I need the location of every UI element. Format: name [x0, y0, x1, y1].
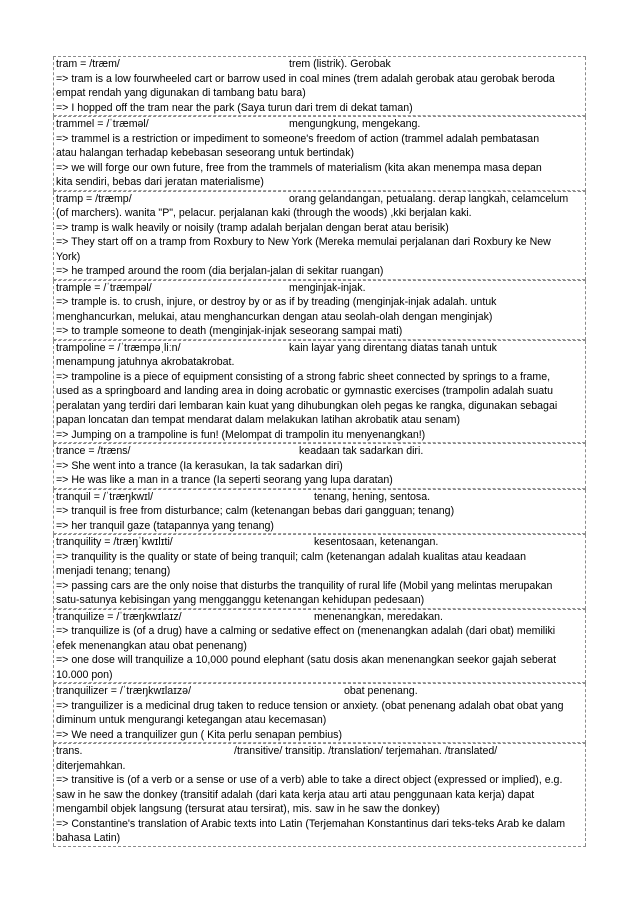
dictionary-entry	[53, 489, 586, 535]
entry-term: tranquilizer = /ˈtræŋkwɪlaɪzə/	[56, 685, 192, 697]
dictionary-entry	[53, 443, 586, 489]
dictionary-entry	[53, 609, 586, 684]
entry-body	[53, 281, 586, 340]
entry-text-line: => to trample someone to death (menginjak-injak seseorang sampai mati)	[54, 324, 585, 340]
entry-term: tram = /træm/	[56, 58, 120, 70]
entry-text-line: => They start off on a tramp from Roxbury to New York (Mereka memulai perjalanan dari Roxbury ke New	[56, 236, 551, 248]
entry-text-line: empat rendah yang digunakan di tambang batu bara)	[56, 87, 306, 99]
entry-text-line: => Jumping on a trampoline is fun! (Melompat di trampolin itu menyenangkan!)	[54, 428, 585, 444]
dictionary-entry	[53, 534, 586, 609]
dictionary-entry	[53, 191, 586, 280]
entry-text-line: => one dose will tranquilize a 10,000 pound elephant (satu dosis akan menenangkan seekor gajah seberat	[56, 654, 557, 666]
dictionary-entry	[53, 56, 586, 116]
entry-text-line: papan loncatan dan tempat mendarat dalam melakukan latihan akrobatik atau senam)	[56, 414, 460, 426]
entry-text-line: => trampoline is a piece of equipment consisting of a strong fabric sheet connected by springs to a frame,	[56, 370, 551, 383]
entry-text-line: bahasa Latin)	[56, 832, 121, 844]
entry-text-line: => He was like a man in a trance (Ia seperti seorang yang lupa daratan)	[54, 473, 585, 489]
entry-term: trance = /træns/	[56, 445, 131, 457]
dictionary-entry	[53, 116, 586, 191]
entry-headword-line	[54, 535, 585, 550]
entry-text-line: => her tranquil gaze (tatapannya yang tenang)	[54, 519, 585, 535]
entry-text-line: => I hopped off the tram near the park (Saya turun dari trem di dekat taman)	[54, 101, 585, 117]
entry-text-line: => trample is. to crush, injure, or destroy by or as if by treading (menginjak-injak adalah. untuk	[56, 296, 497, 308]
entry-body	[53, 444, 586, 489]
entry-text-line: mengambil objek langsung (tersurat atau tersirat), mis. saw in he saw the donkey)	[56, 803, 440, 815]
entry-text-line: menampung jatuhnya akrobatakrobat.	[56, 356, 235, 368]
entry-body	[53, 57, 586, 116]
entry-headword-line	[54, 744, 585, 759]
entry-text-line: => Constantine's translation of Arabic texts into Latin (Terjemahan Konstantinus dari teks-teks Arab ke dalam	[56, 817, 566, 830]
entry-text-line: diminum untuk mengurangi ketegangan atau kecemasan)	[56, 714, 327, 726]
entry-text-line: satu-satunya kebisingan yang mengganggu ketenangan kehidupan pedesaan)	[54, 593, 585, 609]
entry-term: trammel = /ˈtræməl/	[56, 118, 149, 130]
entry-term: trans.	[56, 745, 83, 757]
entry-gloss: obat penenang.	[344, 685, 418, 697]
entry-headword-line	[54, 684, 585, 699]
dictionary-entry	[53, 280, 586, 340]
entry-body	[53, 535, 586, 609]
entry-text-line: => We need a tranquilizer gun ( Kita perlu senapan pembius)	[54, 728, 585, 744]
dictionary-page	[53, 56, 586, 847]
entry-headword-line	[54, 444, 585, 459]
entry-headword-line	[54, 57, 585, 72]
entry-text-line: peralatan yang terdiri dari lembaran kain kuat yang dihubungkan oleh pegas ke rangka, digunakan sebagai	[56, 399, 558, 412]
entry-text-line: => trammel is a restriction or impediment to someone's freedom of action (trammel adalah pembatasan	[56, 132, 540, 145]
entry-text-line: York)	[56, 250, 81, 263]
dictionary-entry	[53, 340, 586, 444]
entry-term: tramp = /træmp/	[56, 192, 132, 205]
entry-text-line: kita sendiri, bebas dari jeratan materialisme)	[54, 175, 585, 191]
entry-gloss: menenangkan, meredakan.	[314, 610, 443, 623]
entry-headword-line	[54, 490, 585, 505]
dictionary-entry	[53, 683, 586, 743]
entry-text-line: efek menenangkan atau obat penenang)	[56, 639, 247, 652]
entry-text-line: menjadi tenang; tenang)	[56, 565, 171, 577]
entry-gloss: mengungkung, mengekang.	[289, 118, 421, 130]
entry-gloss: trem (listrik). Gerobak	[289, 58, 391, 70]
entry-term: tranquil = /ˈtræŋkwɪl/	[56, 490, 154, 503]
entry-term: tranquilize = /ˈtræŋkwɪlaɪz/	[56, 610, 182, 623]
entry-text-line: => tranquil is free from disturbance; calm (ketenangan bebas dari gangguan; tenang)	[56, 505, 455, 517]
entry-text-line: => tranguilizer is a medicinal drug taken to reduce tension or anxiety. (obat penenang adalah obat obat yang	[56, 699, 564, 712]
entry-headword-line	[54, 117, 585, 132]
dictionary-entry	[53, 743, 586, 847]
entry-text-line: atau halangan terhadap kebebasan seseorang untuk bertindak)	[56, 147, 355, 159]
entry-text-line: => tranquilize is (of a drug) have a calming or sedative effect on (menenangkan adalah (dari obat) memiliki	[56, 625, 556, 637]
entry-text-line: => tram is a low fourwheeled cart or barrow used in coal mines (trem adalah gerobak atau gerobak beroda	[56, 72, 555, 85]
entry-gloss: menginjak-injak.	[289, 281, 366, 294]
entry-gloss: orang gelandangan, petualang. derap langkah, celamcelum	[289, 192, 569, 205]
entry-term: trample = /ˈtræmpəl/	[56, 281, 152, 294]
entry-body	[53, 744, 586, 846]
entry-text-line: saw in he saw the donkey (transitif adalah (dari kata kerja atau arti atau penggunaan kata kerja) dapat	[56, 788, 535, 801]
entry-body	[53, 341, 586, 444]
entry-body	[53, 192, 586, 280]
entry-gloss: /transitive/ transitip. /translation/ terjemahan. /translated/	[234, 745, 498, 757]
entry-gloss: kesentosaan, ketenangan.	[314, 536, 439, 548]
entry-text-line: diterjemahkan.	[56, 759, 126, 772]
entry-text-line: => tramp is walk heavily or noisily (tramp adalah berjalan dengan berat atau berisik)	[56, 221, 449, 234]
entry-headword-line	[54, 192, 585, 207]
entry-headword-line	[54, 610, 585, 625]
entry-term: trampoline = /ˈtræmpəˌliːn/	[56, 341, 181, 354]
entry-text-line: (of marchers). wanita "P", pelacur. perjalanan kaki (through the woods) ,kki berjalan kaki.	[56, 207, 472, 219]
entry-body	[53, 610, 586, 684]
entry-gloss: keadaan tak sadarkan diri.	[299, 445, 424, 457]
entry-gloss: kain layar yang direntang diatas tanah untuk	[289, 341, 497, 354]
entry-text-line: => he tramped around the room (dia berjalan-jalan di sekitar ruangan)	[54, 264, 585, 280]
entry-body	[53, 117, 586, 191]
entry-text-line: => tranquility is the quality or state of being tranquil; calm (ketenangan adalah kualitas atau keadaan	[56, 550, 526, 563]
entry-text-line: => passing cars are the only noise that disturbs the tranquility of rural life (Mobil yang melintas merupakan	[56, 579, 553, 592]
entry-text-line: => She went into a trance (Ia kerasukan, Ia tak sadarkan diri)	[56, 459, 343, 472]
entry-gloss: tenang, hening, sentosa.	[314, 490, 431, 503]
entry-body	[53, 490, 586, 535]
entry-text-line: => transitive is (of a verb or a sense or use of a verb) able to take a direct object (expressed or implied), e.g.	[56, 774, 563, 786]
entry-headword-line	[54, 281, 585, 296]
entry-headword-line	[54, 341, 585, 356]
entry-text-line: => we will forge our own future, free from the trammels of materialism (kita akan menempa masa depan	[56, 161, 542, 174]
entry-text-line: 10.000 pon)	[54, 668, 585, 684]
entry-term: tranquility = /træŋˈkwɪlɪti/	[56, 536, 173, 548]
entry-body	[53, 684, 586, 743]
entry-text-line: used as a springboard and landing area in doing acrobatic or gymnastic exercises (trampolin adalah suatu	[56, 385, 554, 397]
entry-text-line: menghancurkan, melukai, atau menghancurkan dengan atau seolah-olah dengan menginjak)	[56, 310, 493, 323]
